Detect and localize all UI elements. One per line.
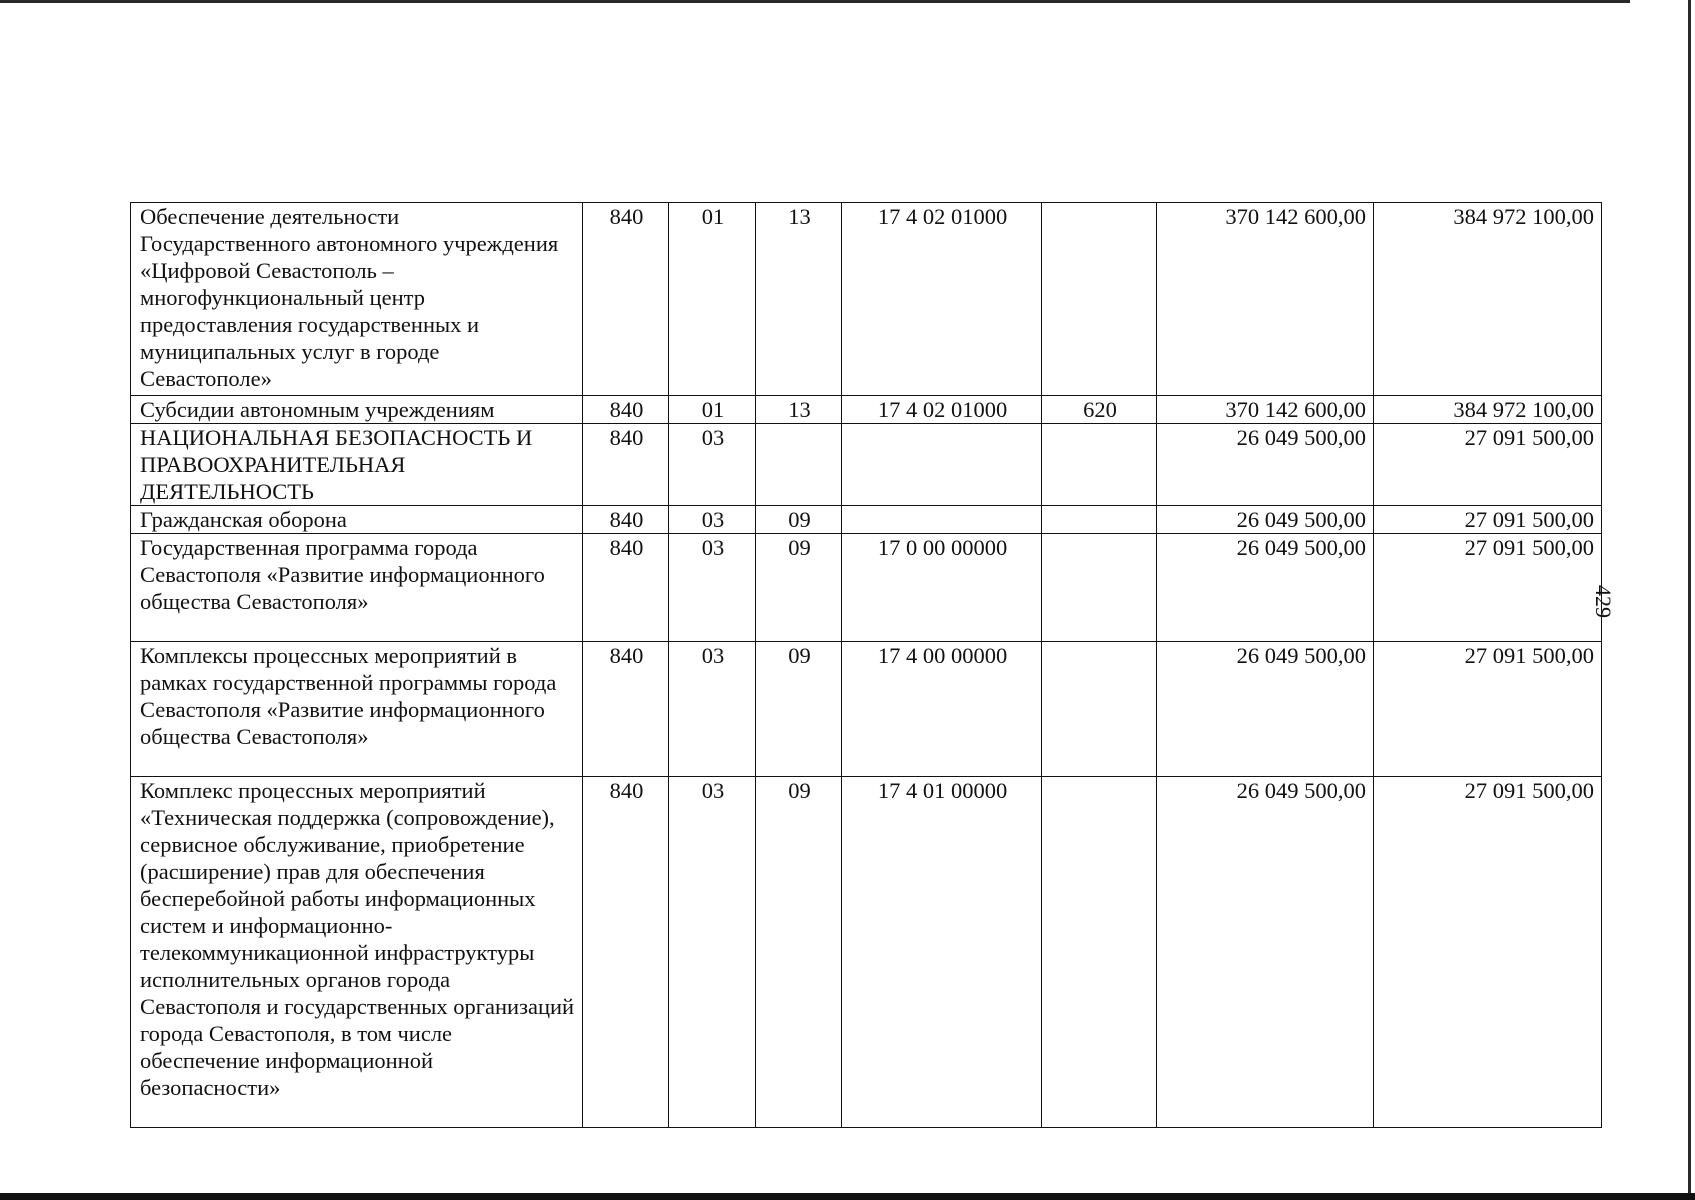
cell-rz: 03: [669, 777, 756, 1128]
scan-edge-right: [1688, 0, 1691, 1195]
cell-pr: [756, 424, 842, 506]
scan-edge-bottom: [0, 1193, 1695, 1200]
cell-sum2: 27 091 500,00: [1374, 424, 1602, 506]
cell-sum1: 26 049 500,00: [1157, 777, 1374, 1128]
row-name: Государственная программа города Севастополя «Развитие информационного общества Севастополя»: [131, 534, 583, 642]
cell-ved: 840: [583, 534, 669, 642]
cell-ved: 840: [583, 203, 669, 396]
cell-csr: 17 4 02 01000: [842, 396, 1042, 424]
cell-rz: 03: [669, 534, 756, 642]
cell-pr: 09: [756, 506, 842, 534]
cell-sum1: 26 049 500,00: [1157, 642, 1374, 777]
cell-csr: 17 0 00 00000: [842, 534, 1042, 642]
cell-sum2: 27 091 500,00: [1374, 506, 1602, 534]
cell-sum1: 26 049 500,00: [1157, 424, 1374, 506]
row-name: Комплексы процессных мероприятий в рамках государственной программы города Севастополя «Развитие информационного общества Севастополя»: [131, 642, 583, 777]
cell-sum2: 27 091 500,00: [1374, 534, 1602, 642]
cell-sum1: 26 049 500,00: [1157, 506, 1374, 534]
cell-ved: 840: [583, 424, 669, 506]
row-name: Комплекс процессных мероприятий «Техническая поддержка (сопровождение), сервисное обслуживание, приобретение (расширение) прав для обеспечения бесперебойной работы информационных систем и информационно-телекоммуникационной инфраструктуры исполнительных органов города Севастополя и государственных организаций города Севастополя, в том числе обеспечение информационной безопасности»: [131, 777, 583, 1128]
table-row: [131, 424, 1602, 506]
cell-sum2: 384 972 100,00: [1374, 203, 1602, 396]
cell-ved: 840: [583, 777, 669, 1128]
budget-table: [130, 202, 1602, 1128]
page-number: 429: [1591, 585, 1616, 618]
cell-pr: 09: [756, 777, 842, 1128]
cell-vr: [1042, 424, 1157, 506]
row-name: Гражданская оборона: [131, 506, 583, 534]
cell-pr: 09: [756, 642, 842, 777]
cell-vr: [1042, 642, 1157, 777]
scan-edge-top: [0, 0, 1630, 3]
table-row: [131, 396, 1602, 424]
cell-ved: 840: [583, 506, 669, 534]
row-name: Обеспечение деятельности Государственного автономного учреждения «Цифровой Севастополь – многофункциональный центр предоставления государственных и муниципальных услуг в городе Севастополе»: [131, 203, 583, 396]
row-name: НАЦИОНАЛЬНАЯ БЕЗОПАСНОСТЬ И ПРАВООХРАНИТЕЛЬНАЯ ДЕЯТЕЛЬНОСТЬ: [131, 424, 583, 506]
cell-csr: 17 4 00 00000: [842, 642, 1042, 777]
table-row: [131, 203, 1602, 396]
cell-csr: [842, 506, 1042, 534]
row-name: Субсидии автономным учреждениям: [131, 396, 583, 424]
cell-pr: 09: [756, 534, 842, 642]
table-row: [131, 534, 1602, 642]
cell-vr: [1042, 203, 1157, 396]
cell-pr: 13: [756, 396, 842, 424]
cell-ved: 840: [583, 396, 669, 424]
cell-csr: 17 4 02 01000: [842, 203, 1042, 396]
cell-rz: 03: [669, 506, 756, 534]
cell-sum2: 384 972 100,00: [1374, 396, 1602, 424]
cell-csr: [842, 424, 1042, 506]
cell-vr: [1042, 534, 1157, 642]
cell-sum1: 370 142 600,00: [1157, 396, 1374, 424]
cell-sum1: 26 049 500,00: [1157, 534, 1374, 642]
table-row: [131, 506, 1602, 534]
cell-sum2: 27 091 500,00: [1374, 777, 1602, 1128]
cell-rz: 03: [669, 642, 756, 777]
cell-rz: 01: [669, 203, 756, 396]
cell-ved: 840: [583, 642, 669, 777]
cell-rz: 01: [669, 396, 756, 424]
table-row: [131, 642, 1602, 777]
cell-pr: 13: [756, 203, 842, 396]
cell-sum1: 370 142 600,00: [1157, 203, 1374, 396]
cell-vr: [1042, 777, 1157, 1128]
cell-sum2: 27 091 500,00: [1374, 642, 1602, 777]
cell-vr: 620: [1042, 396, 1157, 424]
table-row: [131, 777, 1602, 1128]
cell-vr: [1042, 506, 1157, 534]
cell-rz: 03: [669, 424, 756, 506]
cell-csr: 17 4 01 00000: [842, 777, 1042, 1128]
